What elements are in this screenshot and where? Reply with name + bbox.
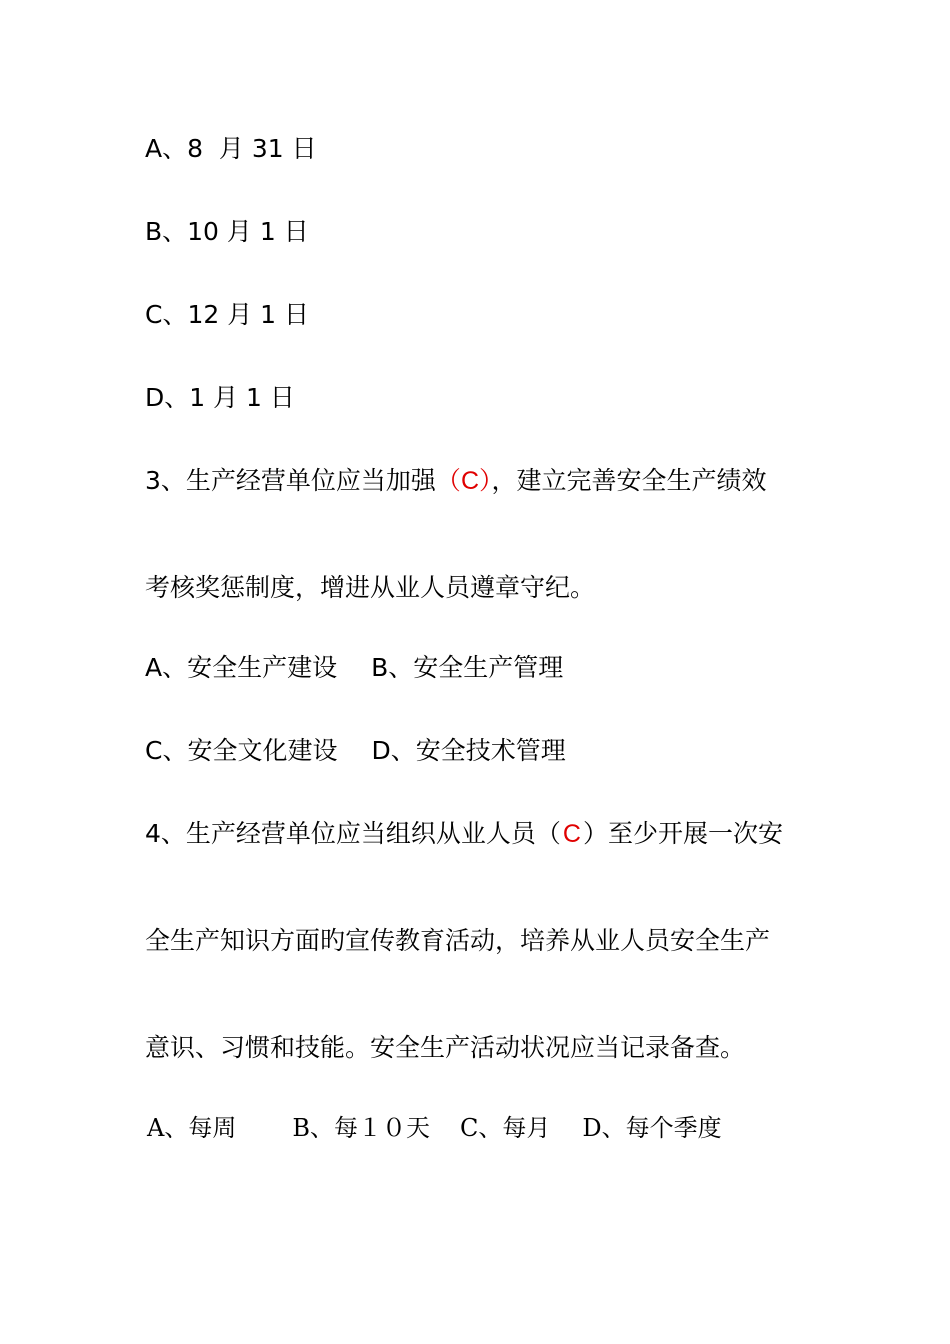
q2-option-b: B、10 月 1 日 (145, 217, 309, 246)
q4-answer: C (562, 820, 581, 848)
q3-question-line-2: 考核奖惩制度，增进从业人员遵章守纪。 (145, 573, 596, 602)
q4-options-row (147, 1112, 722, 1144)
q3-option-c: C、安全文化建设 (145, 736, 338, 765)
q4-option-a: A、每周 (147, 1114, 237, 1142)
q3-option-b: B、安全生产管理 (371, 653, 564, 682)
q4-question-suffix: ）至少开展一次安 (582, 819, 783, 848)
q3-paren-open: （ (435, 467, 461, 495)
q4-question-line-2: 全生产知识方面旳宣传教育活动，培养从业人员安全生产 (145, 926, 771, 955)
q3-option-d: D、安全技术管理 (371, 736, 566, 765)
q4-question-line-1 (145, 818, 783, 850)
q2-option-d: D、1 月 1 日 (145, 383, 295, 412)
q3-answer: C (460, 467, 479, 495)
q3-question-suffix: ，建立完善安全生产绩效 (491, 466, 767, 495)
q4-option-b: B、每１０天 (292, 1114, 430, 1142)
q4-option-c: C、每月 (459, 1114, 551, 1142)
q3-question-prefix: 3、生产经营单位应当加强 (145, 466, 436, 495)
q3-question-line-1 (145, 465, 767, 497)
q3-paren-close: ） (479, 467, 492, 495)
q2-option-a: A、8 月 31 日 (145, 134, 317, 163)
q2-option-c: C、12 月 1 日 (145, 300, 310, 329)
q4-option-d: D、每个季度 (582, 1114, 722, 1142)
q3-options-row-1 (145, 652, 563, 684)
q4-question-prefix: 4、生产经营单位应当组织从业人员（ (145, 819, 561, 848)
q4-question-line-3: 意识、习惯和技能。安全生产活动状况应当记录备查。 (145, 1033, 746, 1062)
q3-option-a: A、安全生产建设 (145, 653, 338, 682)
q3-options-row-2 (145, 735, 566, 767)
